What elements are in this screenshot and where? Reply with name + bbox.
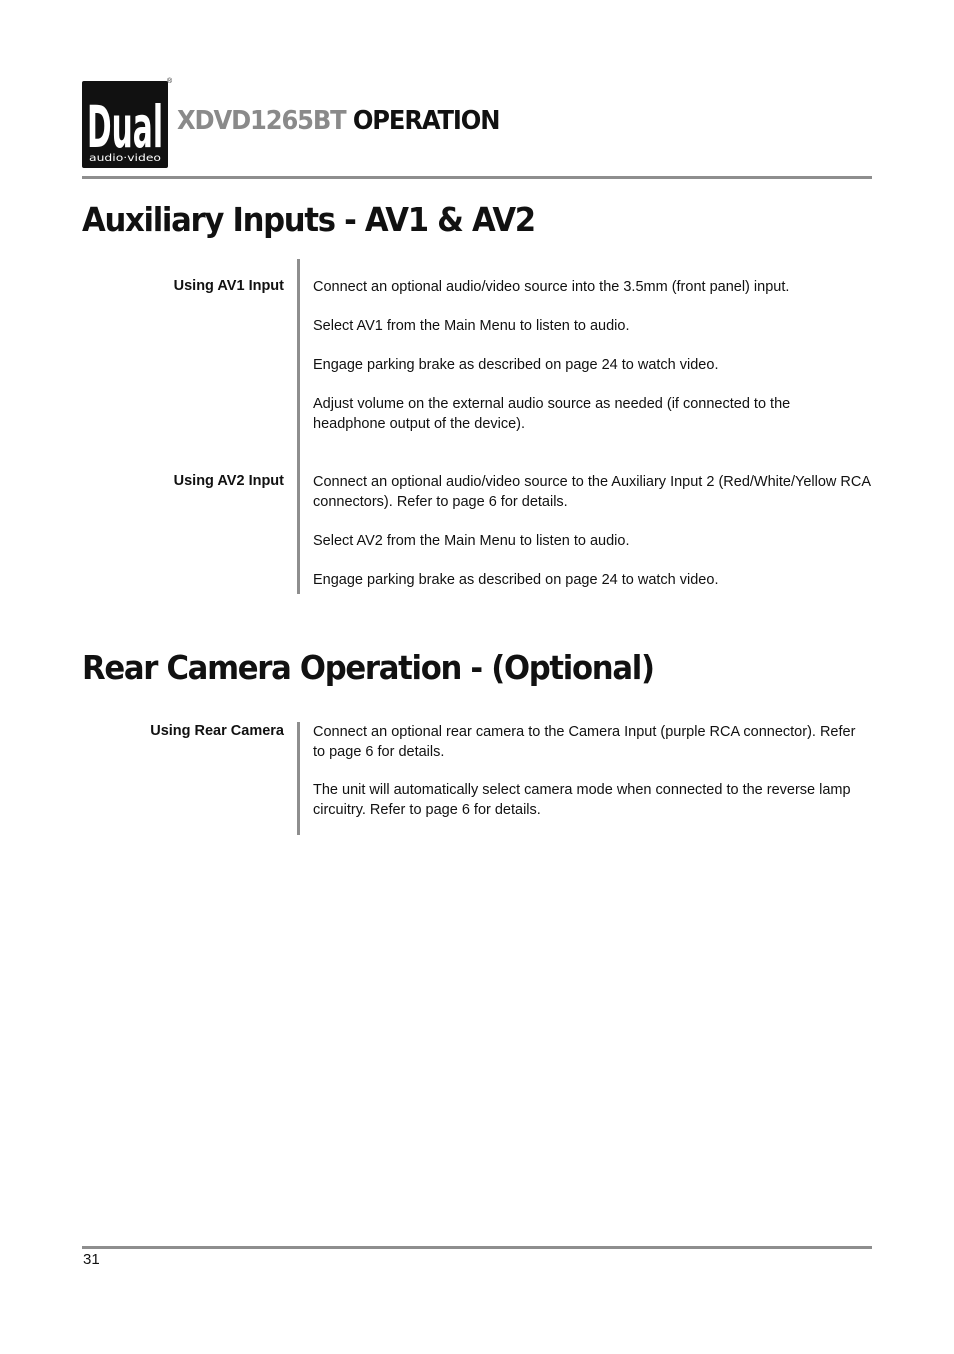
paragraph: Connect an optional audio/video source to the Auxiliary Input 2 (Red/White/Yellow RCA connectors). Refer to page 6 for details. [313, 474, 871, 510]
section-divider-line [297, 722, 300, 835]
section-divider-line [297, 259, 300, 594]
logo-subtext: audio·video [89, 153, 161, 164]
operation-label: OPERATION [352, 106, 500, 136]
dual-logo-mark [82, 81, 168, 168]
paragraph: Select AV2 from the Main Menu to listen to audio. [313, 533, 630, 549]
section-title-rear-camera: Rear Camera Operation - (Optional) [82, 648, 654, 687]
dual-logo [82, 81, 168, 168]
registered-mark: ® [167, 78, 173, 85]
section-title-auxiliary-inputs: Auxiliary Inputs - AV1 & AV2 [82, 200, 535, 239]
label-using-rear-camera: Using Rear Camera [150, 723, 284, 739]
header-rule [82, 176, 872, 179]
paragraph: Adjust volume on the external audio source as needed (if connected to the headphone output of the device). [313, 396, 791, 432]
page-header-title [177, 106, 499, 136]
paragraph: Connect an optional audio/video source into the 3.5mm (front panel) input. [313, 279, 790, 295]
paragraph: Connect an optional rear camera to the Camera Input (purple RCA connector). Refer to page 6 for details. [313, 724, 856, 760]
paragraph: Engage parking brake as described on page 24 to watch video. [313, 572, 719, 588]
label-using-av1-input: Using AV1 Input [173, 278, 284, 294]
paragraph: Select AV1 from the Main Menu to listen to audio. [313, 318, 630, 334]
paragraph: The unit will automatically select camera mode when connected to the reverse lamp circuitry. Refer to page 6 for details. [313, 782, 851, 818]
label-using-av2-input: Using AV2 Input [173, 473, 284, 489]
page-number: 31 [83, 1251, 100, 1268]
footer-rule [82, 1246, 872, 1249]
model-name: XDVD1265BT [177, 106, 346, 136]
paragraph: Engage parking brake as described on page 24 to watch video. [313, 357, 719, 373]
logo-text: Dual [87, 93, 163, 161]
